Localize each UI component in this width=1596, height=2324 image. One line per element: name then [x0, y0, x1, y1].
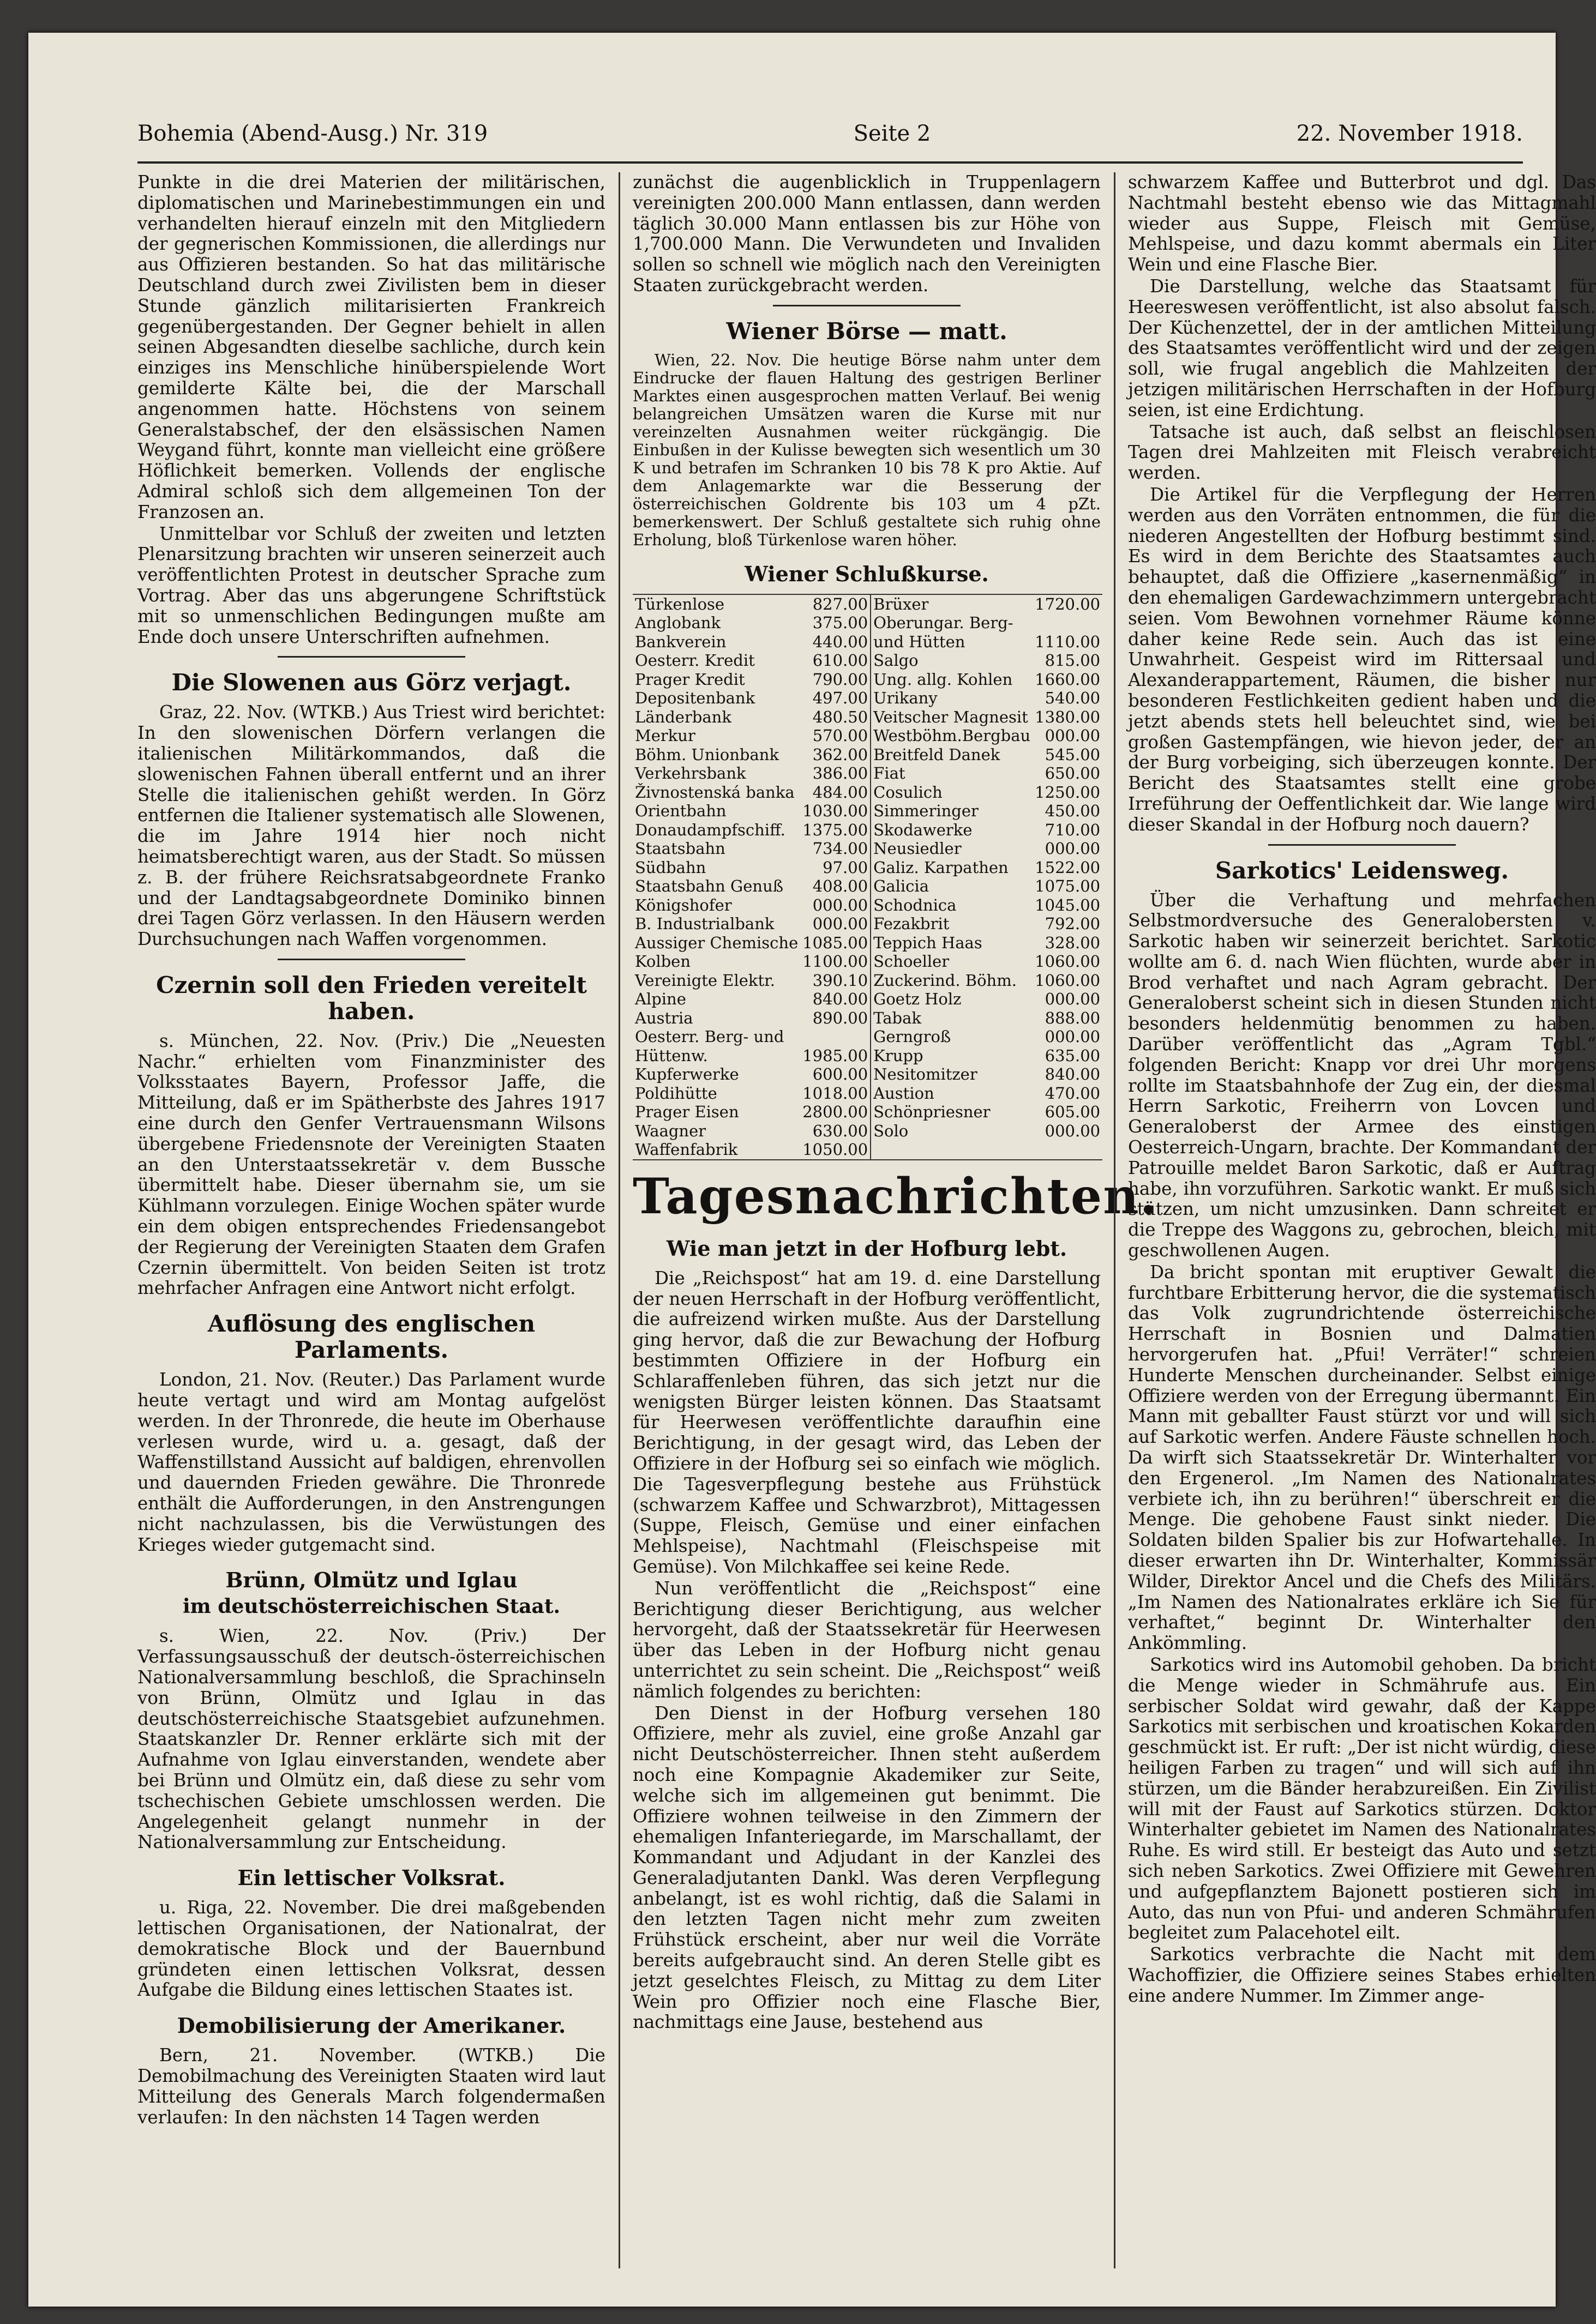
article-paragraph: Punkte in die drei Materien der militärischen, diplomatischen und Marinebestimmungen ein und verhandelten hierauf einzeln mit den Mitgliedern der gegnerischen Kommissionen, die allerdings nur aus Offizieren bestanden. So hat das militärische Deutschland durch zwei Zivilisten bem in dieser Stunde gänzlich militarisierten Frankreich gegenübergestanden. Der Gegner behielt in allen seinen Abgesandten dieselbe sachliche, durch kein einziges ins Menschliche hinüberspielende Wort gemilderte Kälte bei, die der Marschall angenommen hatte. Höchstens von seinem Generalstabschef, der den elsässischen Namen Weygand führt, konnte man vielleicht eine größere Höflichkeit bemerken. Vollends der englische Admiral schloß sich dem allgemeinen Ton der Franzosen an. [137, 172, 605, 522]
stock-row [633, 1046, 1102, 1065]
stock-row [633, 1122, 1102, 1141]
stock-name: Merkur [635, 726, 695, 745]
stock-price: 497.00 [800, 689, 871, 708]
section-title-tagesnachrichten: Tagesnachrichten. [633, 1167, 1158, 1225]
article-slowenen: Graz, 22. Nov. (WTKB.) Aus Triest wird berichtet: In den slowenischen Dörfern verlangen die italienischen Militärkommandos, daß die slowenischen Fahnen überall entfernt und an ihrer Stelle die italienischen gehißt werden. In Görz entfernen die Italiener systematisch alle Slowenen, die im Jahre 1914 hier noch nicht heimatsberechtigt waren, aus der Stadt. So müssen z. B. der frühere Reichsratsabgeordnete Franko und der Landtagsabgeordnete Dominiko binnen drei Tagen Görz verlassen. In den Häusern werden Durchsuchungen nach Waffen vorgenommen. [137, 702, 605, 950]
stock-price: 1100.00 [800, 952, 871, 971]
stock-row [633, 914, 1102, 934]
stock-row [633, 952, 1102, 971]
stock-price: 1045.00 [1035, 895, 1101, 914]
stock-price: 710.00 [1045, 820, 1101, 839]
stock-price: 545.00 [1045, 745, 1101, 764]
header-page-number: Seite 2 [853, 121, 931, 146]
stock-price: 792.00 [1045, 914, 1101, 934]
stock-name: Galiz. Karpathen [873, 858, 1009, 877]
column-2 [633, 172, 1158, 2268]
stock-name: Donaudampfschiff. [635, 820, 785, 839]
stock-price: 570.00 [800, 726, 871, 745]
column-rule [619, 172, 620, 2268]
stock-price: 540.00 [1045, 689, 1101, 708]
article-paragraph: Nun veröffentlicht die „Reichspost“ eine Berichtigung dieser Berichtigung, aus welcher hervorgeht, daß der Staatssekretär für Heerwesen über das Leben in der Hofburg nicht genau unterrichtet zu sein scheint. Die „Reichspost“ weiß nämlich folgendes zu berichten: [633, 1578, 1101, 1702]
headline-czernin: Czernin soll den Frieden vereitelt haben. [156, 971, 587, 1025]
divider [1268, 844, 1455, 846]
stock-row [633, 971, 1102, 990]
stock-price: 480.50 [800, 708, 871, 727]
stock-price: 635.00 [1045, 1046, 1101, 1065]
stock-name: Fezakbrit [873, 914, 950, 934]
stock-price: 386.00 [800, 764, 871, 783]
stock-price: 1050.00 [800, 1140, 871, 1160]
headline-bruenn [137, 1567, 605, 1619]
article-paragraph: Unmittelbar vor Schluß der zweiten und letzten Plenarsitzung brachten wir unseren seinerzeit auch veröffentlichten Protest in deutscher Sprache zum Vortrag. Aber das uns abgerungene Schriftstück mit so unmenschlichen Bedingungen mußte am Ende doch unsere Unterschriften aufnehmen. [137, 523, 605, 647]
stock-price: 440.00 [800, 633, 871, 652]
stock-row [633, 745, 1102, 764]
article-bruenn: s. Wien, 22. Nov. (Priv.) Der Verfassungsausschuß der deutsch-österreichischen Nationalversammlung beschloß, die Sprachinseln von Brünn, Olmütz und Iglau in das deutschösterreichische Staatsgebiet aufzunehmen. Staatskanzler Dr. Renner erklärte sich mit der Aufnahme von Iglau einverstanden, wendete aber bei Brünn und Olmütz ein, daß diese zu sehr vom tschechischen Gebiete umschlossen werden. Die Angelegenheit gelangt nunmehr in der Nationalversammlung zur Entscheidung. [137, 1625, 605, 1853]
stock-name: Galicia [873, 877, 929, 896]
stock-price: 000.00 [800, 914, 871, 934]
stock-name: Staatsbahn [635, 839, 725, 858]
stock-name: Oesterr. Kredit [635, 651, 755, 670]
stock-row [633, 1140, 1102, 1160]
article-paragraph: Sarkotics wird ins Automobil gehoben. Da bricht die Menge wieder in Schmährufe aus. Ein serbischer Soldat wird gewahr, daß der Kappe Sarkotics mit serbischen und kroatischen Kokarden geschmückt ist. Er ruft: „Der ist nicht würdig, diese heiligen Farben zu tragen“ und will sich auf ihn stürzen, um die Bänder herabzureißen. Ein Zivilist will mit der Faust auf Sarkotics stürzen. Doktor Winterhalter gebietet im Namen des Nationalrates Ruhe. Es wird still. Er besteigt das Auto und setzt sich neben Sarkotics. Zwei Offiziere mit Gewehren und aufgepflanztem Bajonett postieren sich im Auto, das nun von Pfui- und anderen Schmährufen begleitet zum Palacehotel eilt. [1128, 1654, 1596, 1943]
article-paragraph: Die Artikel für die Verpflegung der Herren werden aus den Vorräten entnommen, die für die niederen Angestellten der Hofburg bestimmt sind. Es wird in dem Berichte des Staatsamtes auch behauptet, daß die Offiziere „kasernenmäßig“ in den ehemaligen Gardewachzimmern untergebracht seien. Vom Bewohnen vornehmer Räume könne daher keine Rede sein. Auch das ist eine Unwahrheit. Gespeist wird im Rittersaal und Alexanderappartement, Räumen, die bisher nur besonderen Festlichkeiten gedient haben und die jetzt abends stets hell beleuchtet sind, wie bei großen Gastempfängen, wie hievon jeder, der an der Burg vorbeiging, sich überzeugen konnte. Der Bericht des Staatsamtes stellt eine grobe Irreführung der Oeffentlichkeit dar. Wie lange wird dieser Skandal in der Hofburg noch dauern? [1128, 484, 1596, 835]
divider [278, 656, 465, 658]
headline-slowenen: Die Slowenen aus Görz verjagt. [171, 669, 572, 696]
stock-price [1033, 613, 1102, 633]
stock-row [633, 990, 1102, 1009]
stock-row [633, 726, 1102, 745]
stock-name: Waffenfabrik [635, 1140, 738, 1159]
stock-name: Orientbahn [635, 802, 727, 821]
stock-price: 1030.00 [800, 802, 871, 821]
stock-price: 1060.00 [1035, 971, 1101, 990]
headline-hofburg: Wie man jetzt in der Hofburg lebt. [666, 1236, 1067, 1261]
stock-price: 000.00 [1045, 1027, 1101, 1046]
stock-name [871, 1140, 1033, 1160]
stock-row [633, 764, 1102, 783]
article-paragraph: Tatsache ist auch, daß selbst an fleischlosen Tagen drei Mahlzeiten mit Fleisch verabreicht werden. [1128, 421, 1596, 484]
article-demob: Bern, 21. November. (WTKB.) Die Demobilmachung des Vereinigten Staaten wird laut Mitteilung des Generals March folgendermaßen verlaufen: In den nächsten 14 Tagen werden [137, 2045, 605, 2128]
stock-row [633, 1009, 1102, 1028]
article-lett: u. Riga, 22. November. Die drei maßgebenden lettischen Organisationen, der Nationalrat, der demokratische Block und der Bauernbund gründeten einen lettischen Volksrat, dessen Aufgabe die Bildung eines lettischen Staates ist. [137, 1897, 605, 2001]
stock-price: 1985.00 [800, 1046, 871, 1065]
stock-name: Hüttenw. [635, 1046, 708, 1065]
stock-name: Böhm. Unionbank [635, 745, 779, 764]
stock-name: Poldihütte [635, 1083, 717, 1103]
stock-price: 362.00 [800, 745, 871, 764]
stock-name: Staatsbahn Genuß [635, 877, 784, 896]
page-header [137, 115, 1523, 153]
stock-name: Südbahn [635, 858, 706, 877]
stock-row [633, 1084, 1102, 1103]
stock-price: 840.00 [1045, 1065, 1101, 1084]
article-paragraph: Sarkotics verbrachte die Nacht mit dem Wachoffizier, die Offiziere seines Stabes erhielten eine andere Nummer. Im Zimmer ange- [1128, 1944, 1596, 2006]
headline-demob: Demobilisierung der Amerikaner. [177, 2013, 566, 2038]
stock-name: Urikany [873, 689, 938, 708]
stock-row [633, 1065, 1102, 1084]
stock-price: 1075.00 [1035, 877, 1101, 896]
stock-name: Cosulich [873, 782, 943, 802]
article-parlament: London, 21. Nov. (Reuter.) Das Parlament wurde heute vertagt und wird am Montag aufgelöst werden. In der Thronrede, die heute im Oberhause verlesen wurde, wird u. a. gesagt, daß der Waffenstillstand Aussicht auf baldigen, ehrenvollen und dauernden Frieden gewähre. Die Thronrede enthält die Aufforderungen, in den Anstrengungen nicht nachzulassen, bis die Verwüstungen des Krieges wieder gutgemacht sind. [137, 1369, 605, 1555]
article-paragraph: Die Darstellung, welche das Staatsamt für Heereswesen veröffentlicht, ist also absolut falsch. Der Küchenzettel, der in der amtlichen Mitteilung des Staatsamtes veröffentlicht wird und der zeigen soll, wie frugal angeblich die Mahlzeiten der jetzigen militärischen Herrschaften in der Hofburg seien, ist eine Erdichtung. [1128, 275, 1596, 420]
stock-name: Schoeller [873, 952, 950, 971]
stock-name: Krupp [873, 1046, 923, 1065]
stock-row [633, 651, 1102, 670]
stock-price: 000.00 [1045, 839, 1101, 858]
header-left: Bohemia (Abend-Ausg.) Nr. 319 [137, 121, 488, 146]
stock-name: Fiat [873, 764, 905, 783]
stock-price: 484.00 [800, 783, 871, 802]
stock-price: 815.00 [1045, 651, 1101, 670]
stock-name: Schodnica [873, 895, 957, 914]
stock-name: Salgo [873, 651, 919, 670]
stock-price: 734.00 [800, 839, 871, 858]
stock-price: 827.00 [800, 594, 871, 614]
stock-name: Živnostenská banka [635, 782, 795, 802]
stock-price: 790.00 [800, 670, 871, 689]
stock-price: 610.00 [800, 651, 871, 670]
stock-name: Breitfeld Danek [873, 745, 1000, 764]
stock-row [633, 839, 1102, 858]
divider [278, 959, 465, 960]
stock-price: 470.00 [1045, 1083, 1101, 1103]
column-1 [137, 172, 605, 2268]
stock-price: 890.00 [800, 1009, 871, 1028]
column-rule [1114, 172, 1115, 2268]
stock-price: 000.00 [800, 896, 871, 915]
newspaper-page [28, 33, 1596, 2307]
stock-price: 2800.00 [800, 1103, 871, 1122]
article-czernin: s. München, 22. Nov. (Priv.) Die „Neuesten Nachr.“ erhielten vom Finanzminister des Volksstaates Bayern, Professor Jaffe, die Mitteilung, daß er im Spätherbste des Jahres 1917 eine durch den Genfer Vertrauensmann Wilsons übergebene Friedensnote der Vereinigten Staaten an den Unterstaatssekretär v. dem Bussche übermittelt habe. Dieser übernahm sie, um sie Kühlmann vorzulegen. Einige Wochen später wurde ein dem obigen entsprechendes Friedensangebot der Regierung der Vereinigten Staaten dem Grafen Czernin übermittelt. Von beiden Seiten ist trotz mehrfacher Anfragen eine Antwort nicht erfolgt. [137, 1030, 605, 1299]
stock-price: 840.00 [800, 990, 871, 1009]
stock-price: 1660.00 [1035, 670, 1101, 689]
stock-price: 375.00 [800, 613, 871, 633]
stock-price: 390.10 [800, 971, 871, 990]
stock-row [633, 670, 1102, 689]
headline-bruenn-main: Brünn, Olmütz und Iglau [225, 1568, 518, 1593]
article-boerse: Wien, 22. Nov. Die heutige Börse nahm unter dem Eindrucke der flauen Haltung des gestrigen Berliner Marktes einen ausgesprochen matten Verlauf. Bei wenig belangreichen Umsätzen waren die Kurse mit nur vereinzelten Ausnahmen weiter rückgängig. Die Einbußen in der Kulisse bewegten sich wesentlich um 30 K und betrafen im Schranken 10 bis 78 K pro Aktie. Auf dem Anlagemarkte war die Besserung der österreichischen Goldrente bis 103 um 4 pZt. bemerkenswert. Der Schluß gestaltete sich ruhig ohne Erholung, bloß Türkenlose waren höher. [633, 350, 1101, 549]
stock-price [800, 1027, 871, 1046]
stock-price: 408.00 [800, 877, 871, 896]
stock-price: 1018.00 [800, 1084, 871, 1103]
headline-lett: Ein lettischer Volksrat. [237, 1865, 506, 1890]
stock-price: 1522.00 [1035, 858, 1101, 877]
article-paragraph: zunächst die augenblicklich in Truppenlagern vereinigten 200.000 Mann entlassen, dann werden täglich 30.000 Mann entlassen bis zur Höhe von 1,700.000 Mann. Die Verwundeten und Invaliden sollen so schnell wie möglich nach den Vereinigten Staaten zurückgebracht werden. [633, 172, 1101, 296]
stock-name: Länderbank [635, 707, 731, 726]
stock-row [633, 896, 1102, 915]
stock-price: 1375.00 [800, 821, 871, 840]
stock-price: 888.00 [1045, 1008, 1101, 1027]
stock-row [633, 689, 1102, 708]
stock-price: 650.00 [1045, 764, 1101, 783]
stock-price: 605.00 [1045, 1103, 1101, 1122]
stock-name: Nesitomitzer [873, 1065, 977, 1084]
stock-name: Anglobank [635, 613, 721, 633]
headline-boerse: Wiener Börse — matt. [726, 317, 1007, 345]
stock-row [633, 613, 1102, 633]
stock-name: Solo [873, 1121, 909, 1140]
stock-name: Austion [873, 1083, 934, 1103]
stock-price: 1110.00 [1035, 632, 1101, 651]
stock-name: Simmeringer [873, 802, 979, 821]
stock-name: Neusiedler [873, 839, 962, 858]
stock-name: Goetz Holz [873, 990, 962, 1009]
stock-name: Prager Eisen [635, 1103, 739, 1122]
stock-name: Westböhm.Bergbau [873, 726, 1031, 745]
stock-price: 1720.00 [1035, 594, 1101, 613]
stock-name: Aussiger Chemische [635, 933, 799, 952]
stock-name: B. Industrialbank [635, 914, 775, 934]
stock-name: Kupferwerke [635, 1065, 739, 1084]
stock-row [633, 708, 1102, 727]
stock-table [633, 594, 1102, 1160]
stock-price: 1250.00 [1035, 782, 1101, 802]
stock-price: 000.00 [1045, 726, 1101, 745]
divider [773, 305, 960, 306]
stock-name: Königshofer [635, 895, 732, 914]
headline-parlament: Auflösung des englischen Parlaments. [207, 1310, 536, 1364]
stock-name: Zuckerind. Böhm. [873, 971, 1017, 990]
stock-name: Brüxer [873, 594, 929, 613]
stock-price: 000.00 [1045, 990, 1101, 1009]
stock-price: 000.00 [1045, 1121, 1101, 1140]
stock-row [633, 783, 1102, 802]
stock-price: 328.00 [1045, 933, 1101, 952]
article-paragraph: Da bricht spontan mit eruptiver Gewalt die furchtbare Erbitterung hervor, die die systematisch das Volk zugrundrichtende österreichische Herrschaft in Bosnien und Dalmatien hervorgerufen hat. „Pfui! Verräter!“ schreien Hunderte Menschen durcheinander. Selbst einige Offiziere werden von der Erregung übermannt. Ein Mann mit geballter Faust stürzt vor und will sich auf Sarkotic werfen. Andere Fäuste schnellen hoch. Da wirft sich Staatssekretär Dr. Winterhalter vor den Ergenerol. „Im Namen des Nationalrates verbiete ich, ihn zu berühren!“ überschreit er die Menge. Die gehobene Faust sinkt nieder. Die Soldaten bilden Spalier bis zur Hofwartehalle. In dieser erwarten ihn Dr. Winterhalter, Kommissär Wilder, Direktor Ancel und die Chefs des Militärs. „Im Namen des Nationalrates erkläre ich Sie für verhaftet,“ beginnt Dr. Winterhalter den Ankömmling. [1128, 1261, 1596, 1654]
stock-name: und Hütten [873, 632, 965, 651]
stock-price: 630.00 [800, 1122, 871, 1141]
stock-name: Bankverein [635, 632, 727, 651]
stock-price: 1060.00 [1035, 952, 1101, 971]
stock-name: Austria [635, 1008, 693, 1027]
stock-row [633, 1103, 1102, 1122]
stock-row [633, 877, 1102, 896]
headline-bruenn-sub: im deutschösterreichischen Staat. [182, 1595, 561, 1618]
stock-name: Ung. allg. Kohlen [873, 670, 1013, 689]
stock-price: 1085.00 [800, 934, 871, 953]
stock-name: Oberungar. Berg- [873, 613, 1013, 633]
stock-row [633, 858, 1102, 877]
stock-row [633, 934, 1102, 953]
stock-name: Verkehrsbank [635, 764, 746, 783]
article-paragraph: Den Dienst in der Hofburg versehen 180 Offiziere, mehr als zuviel, eine große Anzahl gar nicht Deutschösterreicher. Ihnen steht außerdem noch eine Kompagnie Akademiker zur Seite, welche sich im allgemeinen gut benimmt. Die Offiziere wohnen teilweise in den Zimmern der ehemaligen Infanteriegarde, im Marschallamt, der Kommandant und Adjudant in der Kanzlei des Generaladjutanten Dankl. Was deren Verpflegung anbelangt, ist es wohl richtig, daß die Salami in den letzten Tagen nicht mehr zum zweiten Frühstück erscheint, aber nur weil die Vorräte bereits aufgebraucht sind. An deren Stelle gibt es jetzt geselchtes Fleisch, zu Mittag zu dem Liter Wein pro Offizier noch eine Flasche Bier, nachmittags eine Jause, bestehend aus [633, 1702, 1101, 2033]
stock-name: Kolben [635, 952, 691, 971]
stock-name: Prager Kredit [635, 670, 745, 689]
stock-name: Depositenbank [635, 689, 755, 708]
header-date: 22. November 1918. [1296, 121, 1523, 146]
stock-name: Tabak [873, 1008, 921, 1027]
stock-price: 97.00 [800, 858, 871, 877]
stock-price: 450.00 [1045, 802, 1101, 821]
stock-name: Alpine [635, 990, 686, 1009]
header-rule [137, 161, 1523, 164]
stock-name: Schönpriesner [873, 1103, 991, 1122]
stock-row [633, 821, 1102, 840]
article-paragraph: schwarzem Kaffee und Butterbrot und dgl. Das Nachtmahl besteht ebenso wie das Mittagmahl wieder aus Suppe, Fleisch mit Gemüse, Mehlspeise, und dazu kommt abermals ein Liter Wein und eine Flasche Bier. [1128, 172, 1596, 275]
stock-name: Oesterr. Berg- und [635, 1027, 784, 1046]
column-3 [1128, 172, 1596, 2268]
stock-name: Teppich Haas [873, 933, 982, 952]
stock-price: 1380.00 [1035, 707, 1101, 726]
stock-price: 600.00 [800, 1065, 871, 1084]
stock-name: Gerngroß [873, 1027, 951, 1046]
stock-row [633, 594, 1102, 614]
stock-price [1033, 1140, 1102, 1160]
stock-name: Vereinigte Elektr. [635, 971, 776, 990]
stock-row [633, 1027, 1102, 1046]
stock-name: Türkenlose [635, 594, 725, 613]
headline-sarkotic: Sarkotics' Leidensweg. [1215, 857, 1509, 884]
stock-name: Veitscher Magnesit [873, 707, 1028, 726]
article-paragraph: Die „Reichspost“ hat am 19. d. eine Darstellung der neuen Herrschaft in der Hofburg veröffentlicht, die aufreizend wirken mußte. Aus der Darstellung ging hervor, daß die zur Bewachung der Hofburg bestimmten Offiziere in der Hofburg ein Schlaraffenleben führen, das sich jetzt nur die wenigsten Bürger leisten können. Das Staatsamt für Heerwesen veröffentlichte daraufhin eine Berichtigung, in der gesagt wird, das Leben der Offiziere in der Hofburg sei so einfach wie möglich. Die Tagesverpflegung bestehe aus Frühstück (schwarzem Kaffee und Schwarzbrot), Mittagessen (Suppe, Fleisch, Gemüse und einer einfachen Mehlspeise), Nachtmahl (Fleischspeise mit Gemüse). Von Milchkaffee sei keine Rede. [633, 1267, 1101, 1577]
article-paragraph: Über die Verhaftung und mehrfachen Selbstmordversuche des Generalobersten v. Sarkotic haben wir seinerzeit berichtet. Sarkotic wollte am 6. d. nach Wien flüchten, wurde aber in Brod verhaftet und nach Agram gebracht. Der Generaloberst scheint sich in diesen Stunden nicht besonders heldenmütig benommen zu haben. Darüber veröffentlicht das „Agram Tgbl.“ folgenden Bericht: Knapp vor drei Uhr morgens rollte im Staatsbahnhofe der Zug ein, der diesmal Herrn Sarkotic, Freiherrn von Lovcen und Generaloberst der Armee des einstigen Oesterreich-Ungarn, brachte. Der Kommandant der Patrouille meldet Baron Sarkotic, daß er Auftrag habe, ihn vorzuführen. Sarkotic wankt. Er muß sich stützen, um nicht umzusinken. Dann schreitet er die Treppe des Waggons zu, gebrochen, bleich, mit geschwollenen Augen. [1128, 889, 1596, 1261]
stock-row [633, 802, 1102, 821]
stock-row [633, 633, 1102, 652]
stock-name: Waagner [635, 1121, 706, 1140]
stock-name: Skodawerke [873, 820, 973, 839]
headline-kurse: Wiener Schlußkurse. [745, 561, 989, 586]
